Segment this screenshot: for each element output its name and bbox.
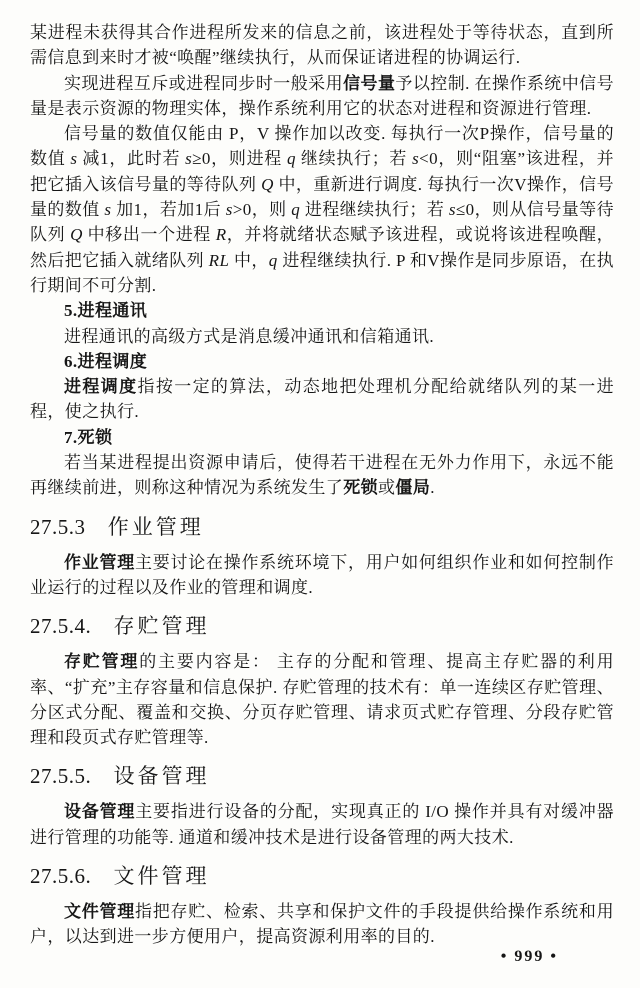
section-title: 作业管理 [107,514,204,539]
section-heading-27-5-6 [30,863,614,890]
paragraph-job-management: 作业管理主要讨论在操作系统环境下，用户如何组织作业和如何控制作业运行的过程以及作业的管理和调度. [30,552,614,597]
page-number: • 999 • [500,948,558,965]
paragraph-deadlock: 若当某进程提出资源申请后，使得若干进程在无外力作用下，永远不能再继续前进，则称这种情况为系统发生了死锁或僵局. [30,453,614,498]
paragraph-process-scheduling: 进程调度指按一定的算法，动态地把处理机分配给就绪队列的某一进程，使之执行. [30,377,614,422]
section-title: 文件管理 [113,864,210,889]
paragraph-file-management: 文件管理指把存贮、检索、共享和保护文件的手段提供给操作系统和用户，以达到进一步方便用户，提高资源利用率的目的. [30,902,614,947]
section-number: 27.5.6. [30,864,92,889]
paragraph-process-communication: 进程通讯的高级方式是消息缓冲通讯和信箱通讯. [64,326,435,346]
paragraph-intro-continuation: 某进程未获得其合作进程所发来的信息之前，该进程处于等待状态，直到所需信息到来时才被“唤醒”继续执行，从而保证诸进程的协调运行. [30,23,614,68]
paragraph-storage-management: 存贮管理的主要内容是： 主存的分配和管理、提高主存贮器的利用率、“扩充”主存容量和信息保护. 存贮管理的技术有：单一连续区存贮管理、分区式分配、覆盖和交换、分页存贮管理、请求页式贮存管理、分段存贮管理和段页式存贮管理等. [30,652,614,748]
section-heading-27-5-3 [30,514,614,541]
section-heading-27-5-5 [30,763,614,790]
section-title: 存贮管理 [113,614,210,639]
subheading-7-deadlock: 7.死锁 [64,427,113,447]
section-title: 设备管理 [113,764,210,789]
section-heading-27-5-4 [30,613,614,640]
subheading-6-process-scheduling: 6.进程调度 [64,351,148,371]
section-number: 27.5.4. [30,614,92,639]
paragraph-device-management: 设备管理主要指进行设备的分配，实现真正的 I/O 操作并具有对缓冲器进行管理的功能等. 通道和缓冲技术是进行设备管理的两大技术. [30,802,614,847]
paragraph-semaphore-control: 实现进程互斥或进程同步时一般采用信号量予以控制. 在操作系统中信号量是表示资源的物理实体，操作系统利用它的状态对进程和资源进行管理. [30,73,614,118]
paragraph-pv-operations: 信号量的数值仅能由 P，V 操作加以改变. 每执行一次P操作，信号量的数值 s 减1，此时若 s≥0，则进程 q 继续执行；若 s<0，则“阻塞”该进程，并把它插入该信号量的等待队列 Q 中，重新进行调度. 每执行一次V操作，信号量的数值 s 加1，若加1后 s>0，则 q 进程继续执行；若 s≤0，则从信号量等待队列 Q 中移出一个进程 R，并将就绪状态赋予该进程，或说将该进程唤醒，然后把它插入就绪队列 RL 中，q 进程继续执行. P 和V操作是同步原语，在执行期间不可分割. [30,124,615,295]
section-number: 27.5.3 [30,514,86,539]
subheading-5-process-communication: 5.进程通讯 [64,301,148,321]
section-number: 27.5.5. [30,764,92,789]
